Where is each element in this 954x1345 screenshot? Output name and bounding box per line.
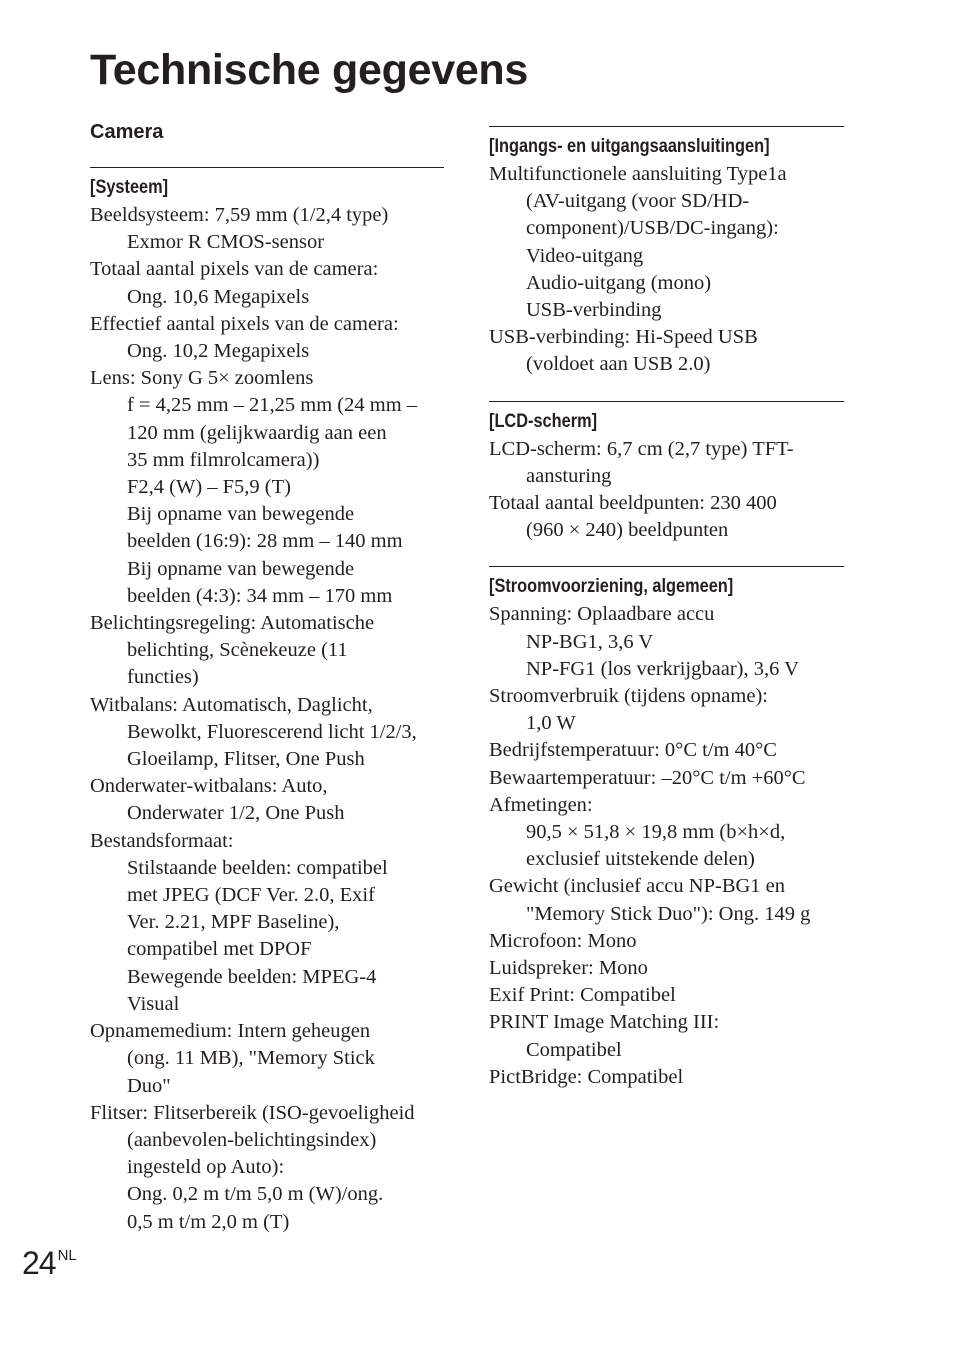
spec-line-continued: (960 × 240) beeldpunten [526, 519, 729, 542]
spec-line: Bedrijfstemperatuur: 0°C t/m 40°C [489, 739, 777, 762]
spec-line-continued: Ver. 2.21, MPF Baseline), [127, 911, 340, 934]
spec-line: Multifunctionele aansluiting Type1a [489, 163, 787, 185]
spec-line: Beeldsysteem: 7,59 mm (1/2,4 type) [90, 204, 389, 226]
spec-line-continued: 90,5 × 51,8 × 19,8 mm (b×h×d, [526, 821, 786, 844]
spec-line: Totaal aantal beeldpunten: 230 400 [489, 492, 777, 515]
section-gap [489, 379, 844, 401]
spec-item [90, 256, 444, 310]
spec-line-continued: Visual [127, 992, 180, 1015]
spec-line-continued: (ong. 11 MB), "Memory Stick [127, 1047, 375, 1070]
section-stroomvoorziening-algemeen [489, 566, 844, 1091]
spec-line-continued: 35 mm filmrolcamera)) [127, 448, 320, 471]
spec-line-continued: functies) [127, 666, 199, 689]
spec-item [489, 955, 844, 982]
spec-line: Gewicht (inclusief accu NP-BG1 en [489, 875, 786, 898]
spec-line-continued: Gloeilamp, Flitser, One Push [127, 748, 365, 771]
spec-item [90, 202, 444, 256]
spec-line-continued: (aanbevolen-belichtingsindex) [127, 1128, 377, 1151]
spec-line-continued: (AV-uitgang (voor SD/HD- [526, 190, 750, 213]
spec-line-continued: USB-verbinding [526, 299, 662, 322]
section-ingangs-en-uitgangsaansluitingen [489, 126, 844, 379]
spec-line-continued: beelden (4:3): 34 mm – 170 mm [127, 584, 393, 607]
spec-line-continued: Video-uitgang [526, 244, 644, 267]
spec-item [90, 828, 444, 1018]
spec-line-continued: Bij opname van bewegende [127, 503, 355, 526]
spec-line-continued: Exmor R CMOS-sensor [127, 231, 325, 254]
spec-line-continued: component)/USB/DC-ingang): [526, 217, 779, 240]
page-number [22, 1236, 77, 1283]
spec-line-continued: Stilstaande beelden: compatibel [127, 856, 388, 879]
right-column [489, 126, 844, 1091]
spec-line-continued: belichting, Scènekeuze (11 [127, 639, 348, 662]
spec-line-continued: "Memory Stick Duo"): Ong. 149 g [526, 902, 811, 925]
spec-item [489, 161, 844, 324]
spec-line: Effectief aantal pixels van de camera: [90, 312, 399, 335]
page-number-value: 24 [22, 1245, 56, 1281]
page-language-code: NL [57, 1247, 77, 1264]
right-sections [489, 126, 844, 1091]
spec-item [489, 436, 844, 490]
spec-line: Stroomverbruik (tijdens opname): [489, 685, 768, 708]
spec-line: Lens: Sony G 5× zoomlens [90, 367, 314, 390]
spec-line-continued: 0,5 m t/m 2,0 m (T) [127, 1210, 290, 1233]
spec-line-continued: Bewegende beelden: MPEG-4 [127, 965, 377, 988]
spec-item [489, 601, 844, 683]
spec-line-continued: Bewolkt, Fluorescerend licht 1/2/3, [127, 720, 417, 743]
section-heading: [Systeem] [90, 177, 169, 198]
section-systeem [90, 168, 444, 1236]
category-heading: Camera [90, 118, 444, 168]
spec-line-continued: Bij opname van bewegende [127, 557, 355, 580]
spec-line-continued: Compatibel [526, 1038, 622, 1061]
spec-item [489, 737, 844, 764]
page-title: Technische gegevens [90, 46, 529, 94]
spec-item [90, 1100, 444, 1236]
spec-item [489, 1064, 844, 1091]
spec-line: Luidspreker: Mono [489, 957, 648, 980]
spec-line-continued: Duo" [127, 1074, 171, 1097]
spec-line: Bestandsformaat: [90, 829, 234, 852]
left-sections [90, 168, 444, 1236]
spec-line: LCD-scherm: 6,7 cm (2,7 type) TFT- [489, 437, 794, 460]
spec-line-continued: ingesteld op Auto): [127, 1156, 285, 1179]
spec-item [489, 683, 844, 737]
spec-line-continued: met JPEG (DCF Ver. 2.0, Exif [127, 884, 375, 907]
spec-line: Afmetingen: [489, 793, 593, 816]
section-heading: [LCD-scherm] [489, 410, 598, 432]
spec-line-continued: aansturing [526, 464, 612, 487]
spec-line: Spanning: Oplaadbare accu [489, 603, 715, 626]
spec-line-continued: exclusief uitstekende delen) [526, 848, 755, 871]
spec-line: Witbalans: Automatisch, Daglicht, [90, 693, 373, 716]
spec-line-continued: Ong. 10,2 Megapixels [127, 340, 310, 363]
spec-item [90, 692, 444, 774]
spec-item [90, 610, 444, 692]
spec-item [489, 490, 844, 544]
spec-line: Microfoon: Mono [489, 929, 637, 952]
spec-line: Bewaartemperatuur: –20°C t/m +60°C [489, 766, 806, 789]
spec-line-continued: Audio-uitgang (mono) [526, 271, 712, 294]
spec-item [489, 928, 844, 955]
spec-line: Flitser: Flitserbereik (ISO-gevoeligheid [90, 1101, 415, 1124]
spec-item [90, 773, 444, 827]
left-column [90, 118, 444, 1236]
spec-line-continued: f = 4,25 mm – 21,25 mm (24 mm – [127, 394, 418, 417]
spec-item [489, 765, 844, 792]
spec-line: PRINT Image Matching III: [489, 1011, 720, 1034]
spec-line-continued: Onderwater 1/2, One Push [127, 802, 345, 825]
section-heading: [Ingangs- en uitgangsaansluitingen] [489, 136, 770, 157]
spec-line-continued: NP-BG1, 3,6 V [526, 630, 654, 653]
spec-line-continued: compatibel met DPOF [127, 938, 312, 961]
spec-item [489, 982, 844, 1009]
spec-line-continued: beelden (16:9): 28 mm – 140 mm [127, 530, 403, 553]
spec-line-continued: F2,4 (W) – F5,9 (T) [127, 476, 291, 499]
spec-line-continued: NP-FG1 (los verkrijgbaar), 3,6 V [526, 657, 799, 680]
section-lcd-scherm [489, 401, 844, 545]
section-heading: [Stroomvoorziening, algemeen] [489, 576, 734, 598]
spec-item [90, 365, 444, 610]
spec-item [489, 324, 844, 378]
spec-item [90, 311, 444, 365]
spec-line: Belichtingsregeling: Automatische [90, 612, 375, 635]
spec-line: USB-verbinding: Hi-Speed USB [489, 326, 758, 349]
spec-item [90, 1018, 444, 1100]
spec-item [489, 792, 844, 874]
spec-line-continued: 120 mm (gelijkwaardig aan een [127, 421, 387, 444]
spec-line: Totaal aantal pixels van de camera: [90, 258, 379, 281]
spec-line-continued: (voldoet aan USB 2.0) [526, 353, 711, 376]
section-gap [489, 544, 844, 566]
spec-item [489, 873, 844, 927]
spec-line: Opnamemedium: Intern geheugen [90, 1020, 371, 1043]
spec-item [489, 1009, 844, 1063]
spec-line: PictBridge: Compatibel [489, 1065, 684, 1088]
spec-line-continued: Ong. 0,2 m t/m 5,0 m (W)/ong. [127, 1183, 384, 1206]
spec-line-continued: Ong. 10,6 Megapixels [127, 285, 310, 308]
spec-line-continued: 1,0 W [526, 712, 576, 735]
spec-line: Exif Print: Compatibel [489, 984, 676, 1007]
spec-line: Onderwater-witbalans: Auto, [90, 775, 328, 798]
